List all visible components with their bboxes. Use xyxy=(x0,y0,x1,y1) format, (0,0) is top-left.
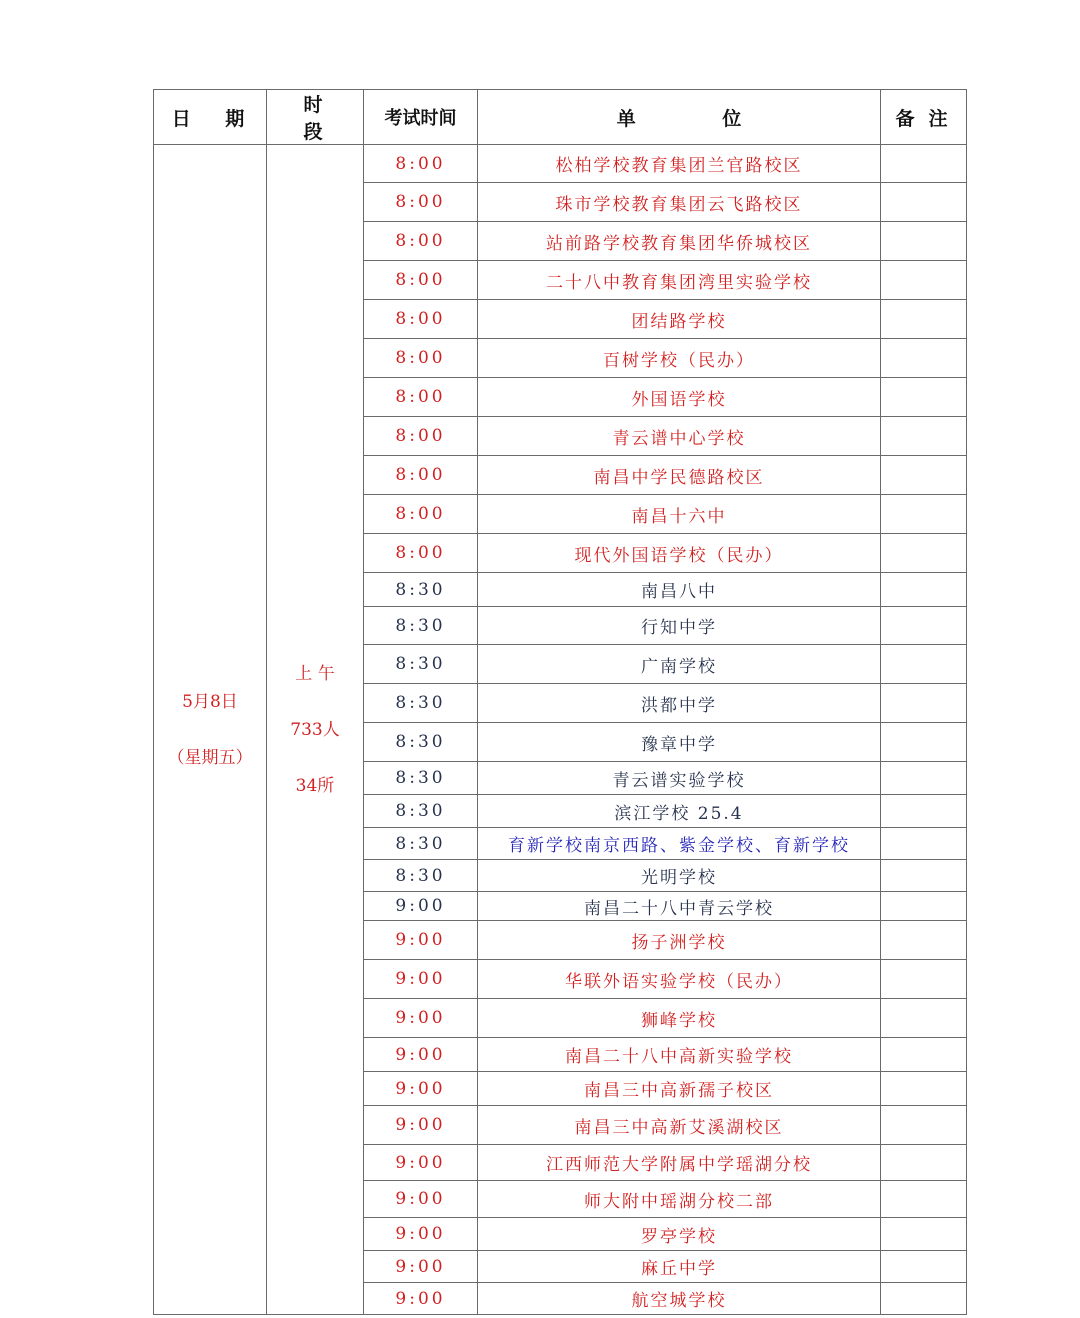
unit-cell: 航空城学校 xyxy=(478,1283,881,1315)
header-unit: 单 位 xyxy=(478,90,881,145)
exam-time-cell: 8:30 xyxy=(364,795,478,828)
note-cell xyxy=(881,723,967,762)
note-cell xyxy=(881,261,967,300)
schedule-body xyxy=(154,145,967,1315)
exam-time-cell: 9:00 xyxy=(364,892,478,921)
exam-time-cell: 9:00 xyxy=(364,1218,478,1251)
exam-time-cell: 8:00 xyxy=(364,300,478,339)
exam-time-cell: 8:30 xyxy=(364,828,478,860)
unit-cell: 华联外语实验学校（民办） xyxy=(478,960,881,999)
school-count: 34所 xyxy=(295,775,335,796)
exam-time-cell: 8:00 xyxy=(364,534,478,573)
note-cell xyxy=(881,1181,967,1218)
note-cell xyxy=(881,1145,967,1181)
exam-time-cell: 8:00 xyxy=(364,378,478,417)
unit-cell: 站前路学校教育集团华侨城校区 xyxy=(478,222,881,261)
exam-time-cell: 9:00 xyxy=(364,1072,478,1106)
note-cell xyxy=(881,1218,967,1251)
unit-cell: 百树学校（民办） xyxy=(478,339,881,378)
note-cell xyxy=(881,456,967,495)
exam-time-cell: 9:00 xyxy=(364,921,478,960)
exam-time-cell: 8:00 xyxy=(364,261,478,300)
exam-time-cell: 8:00 xyxy=(364,417,478,456)
unit-cell: 南昌二十八中高新实验学校 xyxy=(478,1038,881,1072)
unit-cell: 南昌八中 xyxy=(478,573,881,607)
note-cell xyxy=(881,762,967,795)
note-cell xyxy=(881,573,967,607)
unit-cell: 麻丘中学 xyxy=(478,1251,881,1283)
header-exam-time: 考试时间 xyxy=(364,90,478,145)
header-period: 时 段 xyxy=(267,90,364,145)
note-cell xyxy=(881,1283,967,1315)
unit-cell: 扬子洲学校 xyxy=(478,921,881,960)
note-cell xyxy=(881,999,967,1038)
exam-time-cell: 8:00 xyxy=(364,456,478,495)
unit-cell: 青云谱中心学校 xyxy=(478,417,881,456)
exam-time-cell: 8:30 xyxy=(364,723,478,762)
exam-time-cell: 8:00 xyxy=(364,495,478,534)
note-cell xyxy=(881,1072,967,1106)
unit-cell: 洪都中学 xyxy=(478,684,881,723)
unit-cell: 珠市学校教育集团云飞路校区 xyxy=(478,183,881,222)
unit-cell: 南昌三中高新孺子校区 xyxy=(478,1072,881,1106)
note-cell xyxy=(881,339,967,378)
people-count: 733人 xyxy=(290,719,340,740)
note-cell xyxy=(881,684,967,723)
exam-time-cell: 9:00 xyxy=(364,1181,478,1218)
exam-time-cell: 9:00 xyxy=(364,1106,478,1145)
unit-cell: 罗亭学校 xyxy=(478,1218,881,1251)
unit-cell: 江西师范大学附属中学瑶湖分校 xyxy=(478,1145,881,1181)
exam-time-cell: 8:30 xyxy=(364,860,478,892)
note-cell xyxy=(881,1038,967,1072)
period-text: 上 午 xyxy=(295,663,335,684)
note-cell xyxy=(881,417,967,456)
weekday-text: （星期五） xyxy=(167,747,253,768)
date-text: 5月8日 xyxy=(182,691,238,712)
note-cell xyxy=(881,960,967,999)
exam-time-cell: 9:00 xyxy=(364,1038,478,1072)
header-note: 备注 xyxy=(881,90,967,145)
unit-cell: 团结路学校 xyxy=(478,300,881,339)
note-cell xyxy=(881,495,967,534)
note-cell xyxy=(881,860,967,892)
note-cell xyxy=(881,645,967,684)
unit-cell: 豫章中学 xyxy=(478,723,881,762)
unit-cell: 南昌中学民德路校区 xyxy=(478,456,881,495)
exam-time-cell: 8:30 xyxy=(364,762,478,795)
unit-cell: 现代外国语学校（民办） xyxy=(478,534,881,573)
note-cell xyxy=(881,145,967,183)
header-row xyxy=(154,90,967,145)
unit-cell: 松柏学校教育集团兰官路校区 xyxy=(478,145,881,183)
unit-cell: 师大附中瑶湖分校二部 xyxy=(478,1181,881,1218)
unit-cell: 光明学校 xyxy=(478,860,881,892)
note-cell xyxy=(881,1251,967,1283)
note-cell xyxy=(881,300,967,339)
exam-time-cell: 9:00 xyxy=(364,999,478,1038)
period-cell xyxy=(267,145,364,1315)
exam-time-cell: 9:00 xyxy=(364,1283,478,1315)
exam-time-cell: 8:30 xyxy=(364,684,478,723)
note-cell xyxy=(881,921,967,960)
exam-time-cell: 8:00 xyxy=(364,183,478,222)
note-cell xyxy=(881,607,967,645)
table-row xyxy=(154,145,967,183)
exam-time-cell: 8:30 xyxy=(364,607,478,645)
unit-cell: 广南学校 xyxy=(478,645,881,684)
unit-cell: 行知中学 xyxy=(478,607,881,645)
exam-time-cell: 8:30 xyxy=(364,573,478,607)
note-cell xyxy=(881,828,967,860)
date-cell xyxy=(154,145,267,1315)
header-date: 日 期 xyxy=(154,90,267,145)
unit-cell: 南昌三中高新艾溪湖校区 xyxy=(478,1106,881,1145)
note-cell xyxy=(881,534,967,573)
unit-cell: 南昌二十八中青云学校 xyxy=(478,892,881,921)
exam-time-cell: 9:00 xyxy=(364,1145,478,1181)
unit-cell: 滨江学校 25.4 xyxy=(478,795,881,828)
exam-time-cell: 8:30 xyxy=(364,645,478,684)
exam-time-cell: 8:00 xyxy=(364,145,478,183)
unit-cell: 外国语学校 xyxy=(478,378,881,417)
unit-cell: 南昌十六中 xyxy=(478,495,881,534)
unit-cell: 青云谱实验学校 xyxy=(478,762,881,795)
note-cell xyxy=(881,378,967,417)
note-cell xyxy=(881,222,967,261)
unit-cell: 二十八中教育集团湾里实验学校 xyxy=(478,261,881,300)
exam-time-cell: 9:00 xyxy=(364,960,478,999)
note-cell xyxy=(881,892,967,921)
exam-time-cell: 8:00 xyxy=(364,222,478,261)
note-cell xyxy=(881,795,967,828)
exam-time-cell: 8:00 xyxy=(364,339,478,378)
exam-schedule-table xyxy=(153,89,967,1315)
exam-time-cell: 9:00 xyxy=(364,1251,478,1283)
unit-cell: 育新学校南京西路、紫金学校、育新学校 xyxy=(478,828,881,860)
unit-cell: 狮峰学校 xyxy=(478,999,881,1038)
note-cell xyxy=(881,183,967,222)
note-cell xyxy=(881,1106,967,1145)
